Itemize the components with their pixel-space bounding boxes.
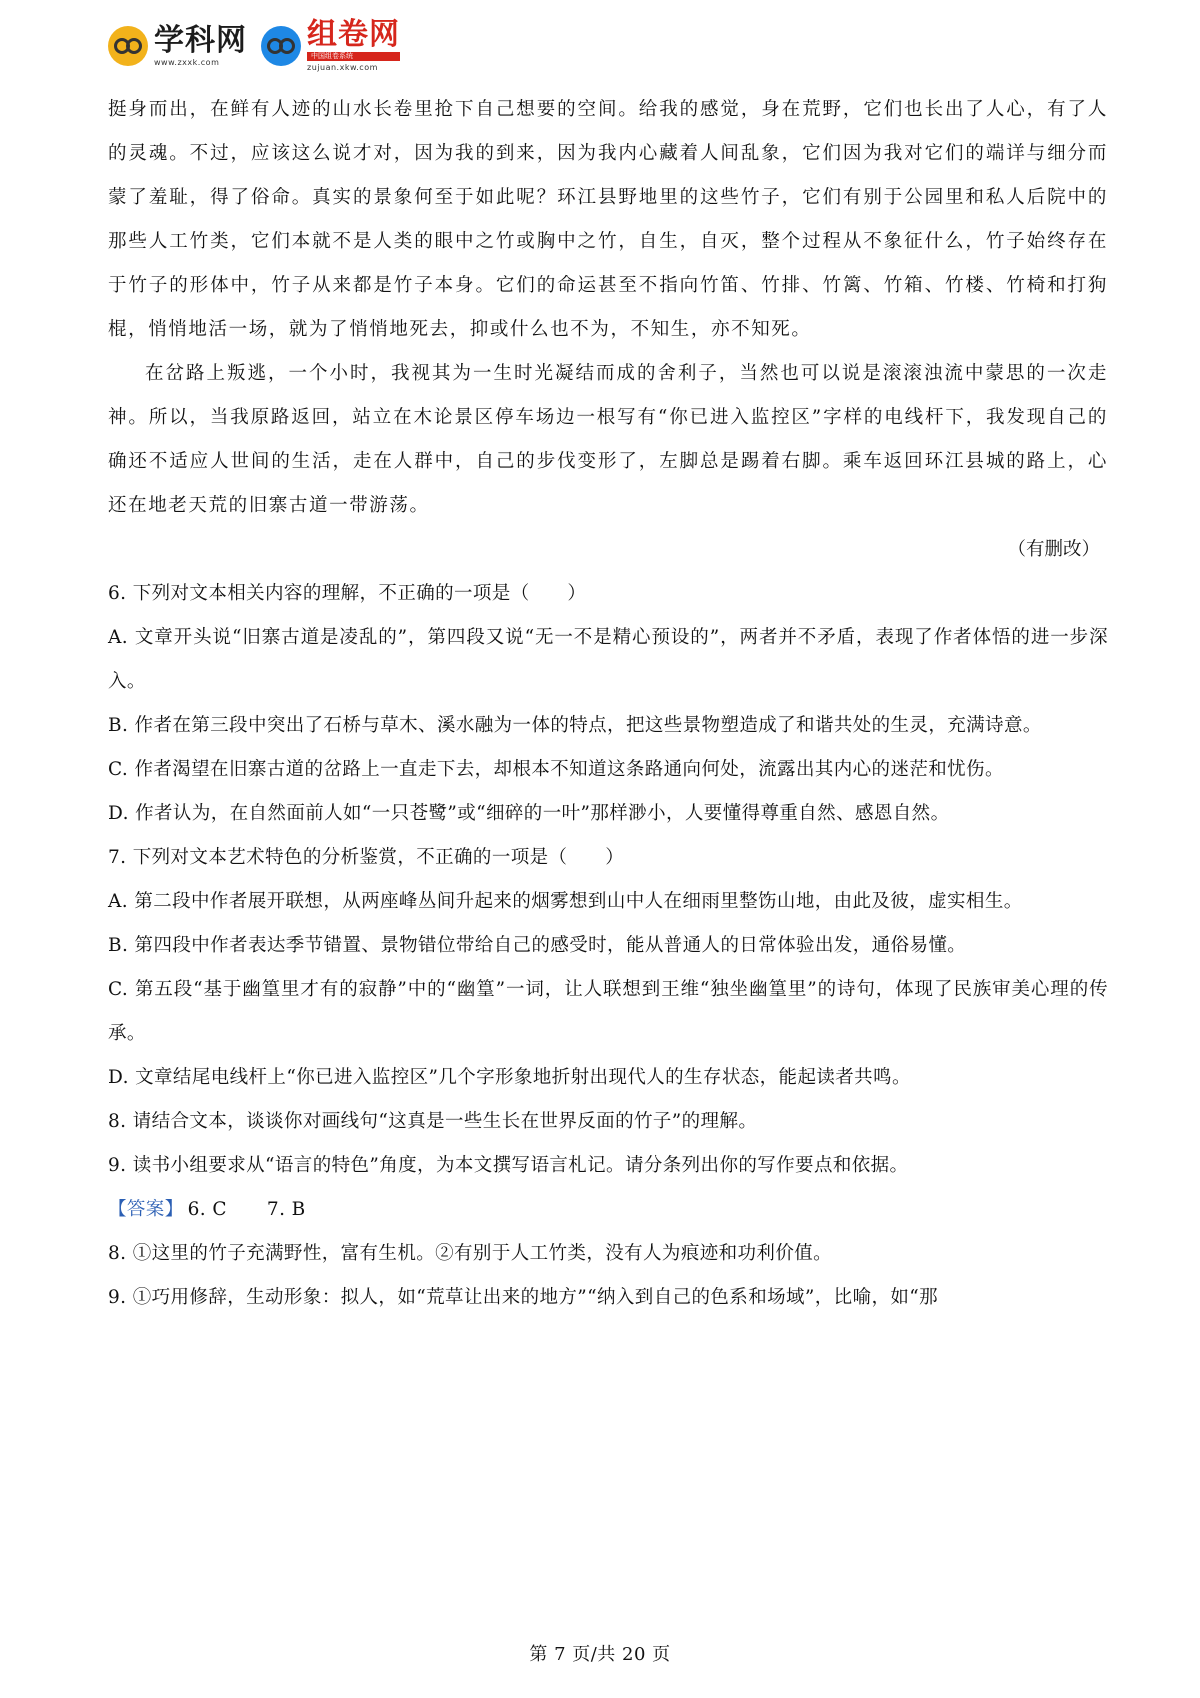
- zujuan-logo-title: 组卷网: [307, 17, 400, 52]
- page-number: 第 7 页/共 20 页: [529, 1644, 671, 1665]
- question-6-option-a: A. 文章开头说“旧寨古道是凌乱的”，第四段又说“无一不是精心预设的”，两者并不矛盾，表现了作者体悟的进一步深入。: [108, 627, 1108, 692]
- answer-8: 8. ①这里的竹子充满野性，富有生机。②有别于人工竹类，没有人为痕迹和功利价值。: [108, 1243, 833, 1264]
- question-7-option-a: A. 第二段中作者展开联想，从两座峰丛间升起来的烟雾想到山中人在细雨里整饬山地，由此及彼，虚实相生。: [108, 891, 1023, 912]
- reading-passage: [108, 88, 1108, 572]
- answer-9: 9. ①巧用修辞，生动形象：拟人，如“荒草让出来的地方”“纳入到自己的色系和场域”，比喻，如“那: [108, 1287, 939, 1308]
- question-7-option-d: D. 文章结尾电线杆上“你已进入监控区”几个字形象地折射出现代人的生存状态，能起读者共鸣。: [108, 1067, 911, 1088]
- question-6-option-c: C. 作者渴望在旧寨古道的岔路上一直走下去，却根本不知道这条路通向何处，流露出其内心的迷茫和忧伤。: [108, 759, 1004, 780]
- graduate-mascot-icon: [261, 26, 301, 66]
- page-content: [108, 88, 1108, 1320]
- page-header: [108, 18, 400, 74]
- questions-section: [108, 572, 1108, 1320]
- question-9: 9. 读书小组要求从“语言的特色”角度，为本文撰写语言札记。请分条列出你的写作要点和依据。: [108, 1155, 909, 1176]
- zujuan-logo-text: [307, 17, 400, 72]
- question-6-stem: 6. 下列对文本相关内容的理解，不正确的一项是（ ）: [108, 583, 587, 604]
- zxxk-logo[interactable]: [108, 22, 247, 67]
- zxxk-logo-text: [154, 22, 247, 67]
- passage-paragraph: 在岔路上叛逃，一个小时，我视其为一生时光凝结而成的舍利子，当然也可以说是滚滚浊流中蒙思的一次走神。所以，当我原路返回，站立在木论景区停车场边一根写有“你已进入监控区”字样的电线杆下，我发现自己的确还不适应人世间的生活，走在人群中，自己的步伐变形了，左脚总是踢着右脚。乘车返回环江县城的路上，心还在地老天荒的旧寨古道一带游荡。: [108, 363, 1108, 516]
- question-8: 8. 请结合文本，谈谈你对画线句“这真是一些生长在世界反面的竹子”的理解。: [108, 1111, 758, 1132]
- zxxk-logo-url: www.zxxk.com: [154, 57, 220, 67]
- zujuan-logo-tag: 中国组卷系统: [307, 52, 400, 61]
- answer-key-7: 7. B: [266, 1199, 306, 1220]
- answer-keys: [188, 1199, 306, 1220]
- passage-paragraph: 挺身而出，在鲜有人迹的山水长卷里抢下自己想要的空间。给我的感觉，身在荒野，它们也长出了人心，有了人的灵魂。不过，应该这么说才对，因为我的到来，因为我内心藏着人间乱象，它们因为我对它们的端详与细分而蒙了羞耻，得了俗命。真实的景象何至于如此呢？环江县野地里的这些竹子，它们有别于公园里和私人后院中的那些人工竹类，它们本就不是人类的眼中之竹或胸中之竹，自生，自灭，整个过程从不象征什么，竹子始终存在于竹子的形体中，竹子从来都是竹子本身。它们的命运甚至不指向竹笛、竹排、竹篱、竹箱、竹楼、竹椅和打狗棍，悄悄地活一场，就为了悄悄地死去，抑或什么也不为，不知生，亦不知死。: [108, 99, 1108, 340]
- answer-key-6: 6. C: [187, 1199, 227, 1220]
- question-6-option-b: B. 作者在第三段中突出了石桥与草木、溪水融为一体的特点，把这些景物塑造成了和谐共处的生灵，充满诗意。: [108, 715, 1042, 736]
- question-7-option-c: C. 第五段“基于幽篁里才有的寂静”中的“幽篁”一词，让人联想到王维“独坐幽篁里”的诗句，体现了民族审美心理的传承。: [108, 979, 1108, 1044]
- zujuan-logo[interactable]: [261, 17, 400, 72]
- owl-mascot-icon: [108, 26, 148, 66]
- zujuan-logo-url: zujuan.xkw.com: [307, 63, 378, 72]
- zxxk-logo-title: 学科网: [154, 22, 247, 58]
- source-note: （有删改）: [1007, 539, 1100, 560]
- question-7-stem: 7. 下列对文本艺术特色的分析鉴赏，不正确的一项是（ ）: [108, 847, 625, 868]
- question-7-option-b: B. 第四段中作者表达季节错置、景物错位带给自己的感受时，能从普通人的日常体验出发，通俗易懂。: [108, 935, 967, 956]
- answer-key-line: [108, 1188, 1108, 1232]
- question-6-option-d: D. 作者认为，在自然面前人如“一只苍鹭”或“细碎的一叶”那样渺小，人要懂得尊重自然、感恩自然。: [108, 803, 950, 824]
- answer-label: 【答案】: [108, 1199, 184, 1220]
